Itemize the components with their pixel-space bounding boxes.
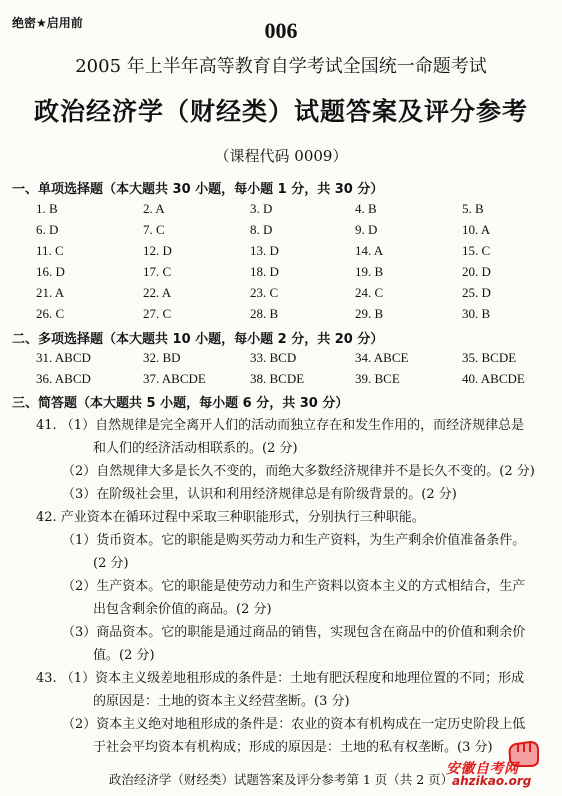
exam-name: 2005 年上半年高等教育自学考试全国统一命题考试	[75, 56, 487, 77]
site-watermark	[438, 736, 550, 790]
answer-cell: 32. BD	[143, 350, 181, 365]
section2-heading: 二、多项选择题（本大题共 10 小题，每小题 2 分，共 20 分）	[12, 332, 384, 347]
answer-cell: 22. A	[143, 285, 172, 300]
answer-line: （3）商品资本。它的职能是通过商品的销售，实现包含在商品中的价值和剩余价	[62, 625, 526, 640]
answer-cell: 23. C	[250, 285, 279, 300]
answer-cell: 14. A	[355, 243, 384, 258]
answer-line: 出包含剩余价值的商品。(2 分)	[93, 602, 272, 617]
answer-cell: 19. B	[355, 264, 384, 279]
answer-cell: 16. D	[36, 264, 65, 279]
page-title: 政治经济学（财经类）试题答案及评分参考	[33, 97, 528, 126]
answer-cell: 15. C	[462, 243, 491, 258]
answer-line: 41. （1）自然规律是完全离开人们的活动而独立存在和发生作用的，而经济规律总是	[36, 418, 525, 433]
answer-cell: 6. D	[36, 222, 59, 237]
answer-line: (2 分)	[93, 556, 129, 571]
answer-cell: 40. ABCDE	[462, 371, 525, 386]
answer-cell: 12. D	[143, 243, 172, 258]
answer-line: 的原因是：土地的资本主义经营垄断。(3 分)	[93, 694, 350, 709]
answer-cell: 4. B	[355, 201, 377, 216]
confidential-label: 绝密★启用前	[12, 16, 83, 30]
answer-line: （1）货币资本。它的职能是购买劳动力和生产资料，为生产剩余价值准备条件。	[62, 533, 526, 548]
page-footer: 政治经济学（财经类）试题答案及评分参考第 1 页（共 2 页）	[108, 772, 454, 787]
answer-cell: 35. BCDE	[462, 350, 517, 365]
answer-cell: 3. D	[250, 201, 273, 216]
answer-cell: 39. BCE	[355, 371, 400, 386]
answer-line: 42. 产业资本在循环过程中采取三种职能形式，分别执行三种职能。	[36, 510, 425, 525]
answer-cell: 29. B	[355, 306, 384, 321]
answer-line: 值。(2 分)	[93, 648, 155, 663]
answer-line: 于社会平均资本有机构成；形成的原因是：土地的私有权垄断。(3 分)	[93, 740, 493, 755]
answer-cell: 36. ABCD	[36, 371, 91, 386]
answer-cell: 2. A	[143, 201, 165, 216]
answer-cell: 26. C	[36, 306, 65, 321]
answer-cell: 30. B	[462, 306, 491, 321]
answer-cell: 31. ABCD	[36, 350, 91, 365]
section1-heading: 一、单项选择题（本大题共 30 小题，每小题 1 分，共 30 分）	[12, 182, 384, 197]
answer-line: （3）在阶级社会里，认识和利用经济规律总是有阶级背景的。(2 分)	[62, 487, 457, 502]
watermark-url: ahzikao.org	[452, 774, 532, 788]
answer-line: 43. （1）资本主义级差地租形成的条件是：土地有肥沃程度和地理位置的不同；形成	[36, 671, 525, 686]
answer-cell: 20. D	[462, 264, 491, 279]
answer-cell: 21. A	[36, 285, 65, 300]
answer-cell: 25. D	[462, 285, 491, 300]
answer-line: （2）自然规律大多是长久不变的，而绝大多数经济规律并不是长久不变的。(2 分)	[62, 464, 535, 479]
answer-cell: 8. D	[250, 222, 273, 237]
answer-line: （2）生产资本。它的职能是使劳动力和生产资料以资本主义的方式相结合，生产	[62, 579, 526, 594]
watermark-text: 安徽自考网	[446, 761, 519, 777]
answer-cell: 11. C	[36, 243, 64, 258]
answer-line: （2）资本主义绝对地租形成的条件是：农业的资本有机构成在一定历史阶段上低	[62, 717, 526, 732]
answer-cell: 37. ABCDE	[143, 371, 206, 386]
answer-cell: 17. C	[143, 264, 172, 279]
answer-cell: 10. A	[462, 222, 491, 237]
answer-cell: 28. B	[250, 306, 279, 321]
answer-cell: 27. C	[143, 306, 172, 321]
answer-cell: 7. C	[143, 222, 165, 237]
course-code: （课程代码 0009）	[214, 147, 348, 165]
exam-code: 006	[264, 18, 298, 43]
answer-cell: 1. B	[36, 201, 58, 216]
answer-cell: 18. D	[250, 264, 279, 279]
answer-cell: 34. ABCE	[355, 350, 409, 365]
answer-cell: 5. B	[462, 201, 484, 216]
section3-heading: 三、简答题（本大题共 5 小题，每小题 6 分，共 30 分）	[12, 396, 349, 411]
answer-cell: 38. BCDE	[250, 371, 305, 386]
answer-cell: 33. BCD	[250, 350, 297, 365]
answer-cell: 24. C	[355, 285, 384, 300]
answer-line: 和人们的经济活动相联系的。(2 分)	[93, 441, 298, 456]
answer-cell: 13. D	[250, 243, 279, 258]
answer-cell: 9. D	[355, 222, 378, 237]
